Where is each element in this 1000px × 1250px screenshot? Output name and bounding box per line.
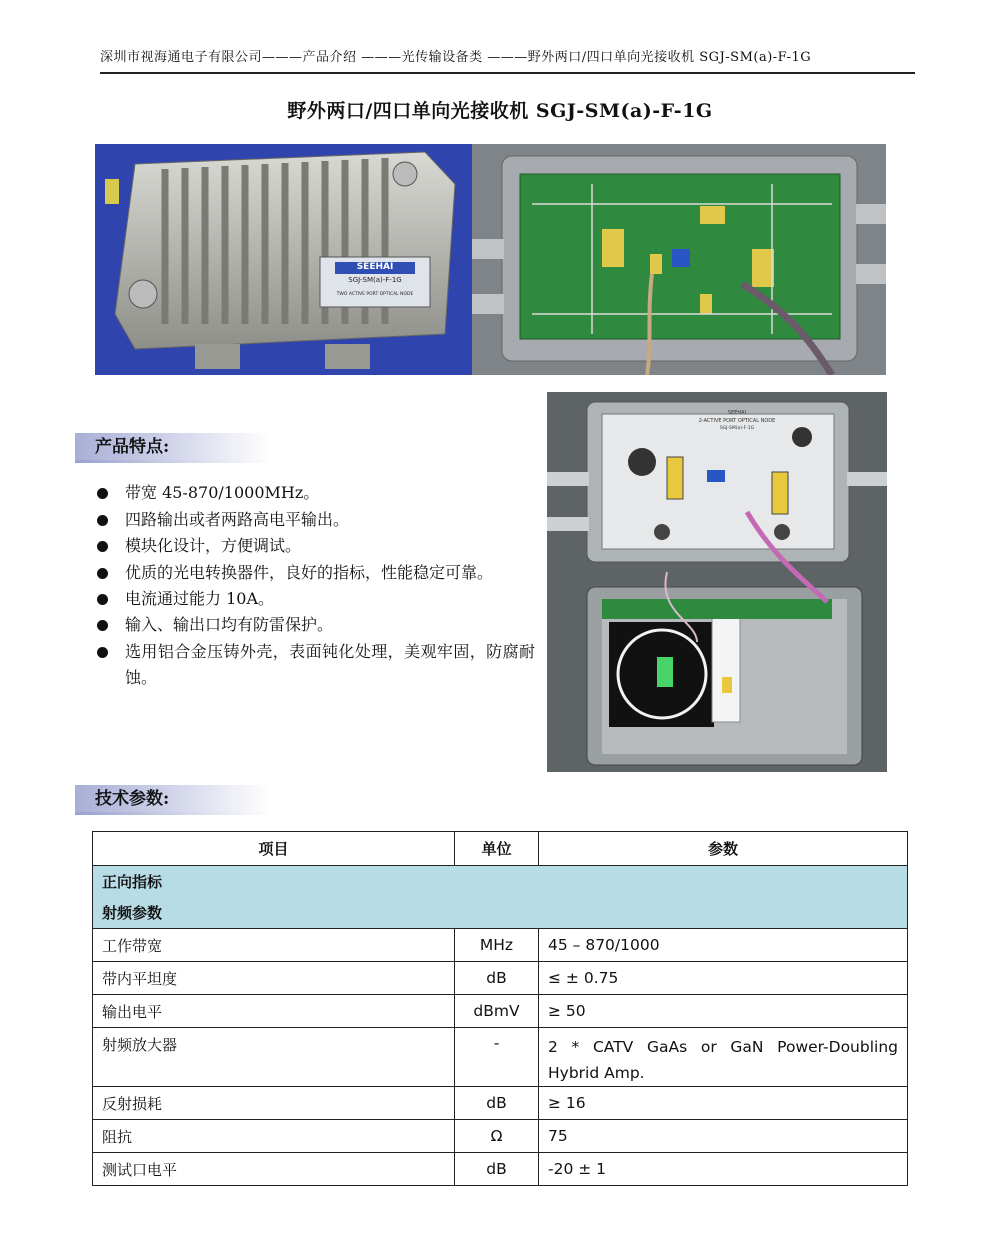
cell-item: 反射损耗 [93,1087,455,1120]
feature-text: 四路输出或者两路高电平输出。 [125,509,350,529]
node-illustration [547,392,887,772]
feature-text: 选用铝合金压铸外壳，表面钝化处理，美观牢固，防腐耐蚀。 [125,641,535,687]
table-row [93,1028,908,1087]
photo-lid-caption: 2-ACTIVE PORT OPTICAL NODE [698,418,776,424]
table-row [93,995,908,1028]
bullet-icon [97,541,108,552]
enclosure-illustration [95,144,472,375]
bullet-icon [97,647,108,658]
feature-text: 优质的光电转换器件，良好的指标，性能稳定可靠。 [125,562,494,582]
table-row [93,1120,908,1153]
cell-value: 45 – 870/1000 [539,929,908,962]
feature-text: 带宽 45-870/1000MHz。 [125,483,320,502]
product-photo-open-node [547,392,887,772]
group-row [93,897,908,929]
cell-value: 75 [539,1120,908,1153]
spec-table [92,831,908,1186]
cell-unit: dB [455,1153,539,1186]
specs-heading: 技术参数: [75,785,270,815]
feature-item [95,533,535,560]
bullet-icon [97,594,108,605]
photo-model-label: SGJ-SM(a)-F-1G [348,276,402,284]
page-header-breadcrumb: 深圳市视海通电子有限公司———产品介绍 ———光传输设备类 ———野外两口/四口单向光接收机 SGJ-SM(a)-F-1G [100,46,915,74]
product-photo-closed [95,144,472,375]
cell-item: 射频放大器 [93,1028,455,1087]
photo-brand-label: SEEHAI [356,262,394,272]
bullet-icon [97,620,108,631]
bullet-icon [97,488,108,499]
cell-item: 工作带宽 [93,929,455,962]
feature-item [95,639,535,691]
bullet-icon [97,515,108,526]
column-header-value: 参数 [539,832,908,866]
pcb-illustration [472,144,886,375]
cell-item: 输出电平 [93,995,455,1028]
cell-item: 阻抗 [93,1120,455,1153]
table-row [93,929,908,962]
feature-text: 模块化设计，方便调试。 [125,536,302,555]
photo-lid-model: SGJ-SM(a)-F-1G [719,426,755,431]
feature-text: 输入、输出口均有防雷保护。 [125,615,334,634]
table-header-row [93,832,908,866]
cell-value: ≥ 50 [539,995,908,1028]
features-heading: 产品特点: [75,433,270,463]
column-header-unit: 单位 [455,832,539,866]
table-row [93,962,908,995]
cell-unit: - [455,1028,539,1087]
group-label: 正向指标 [93,866,908,898]
cell-value: -20 ± 1 [539,1153,908,1186]
cell-item: 带内平坦度 [93,962,455,995]
feature-item [95,480,535,507]
cell-item: 测试口电平 [93,1153,455,1186]
cell-unit: MHz [455,929,539,962]
photo-caption-label: TWO ACTIVE PORT OPTICAL NODE [336,292,414,297]
cell-unit: Ω [455,1120,539,1153]
cell-value: ≤ ± 0.75 [539,962,908,995]
column-header-item: 项目 [93,832,455,866]
cell-unit: dBmV [455,995,539,1028]
feature-item [95,612,535,639]
bullet-icon [97,568,108,579]
cell-value: 2 * CATV GaAs or GaN Power-Doubling Hybrid Amp. [539,1028,908,1087]
table-row [93,1153,908,1186]
feature-item [95,586,535,613]
cell-unit: dB [455,1087,539,1120]
page-title: 野外两口/四口单向光接收机 SGJ-SM(a)-F-1G [287,100,713,122]
product-photo-open-pcb [472,144,886,375]
cell-value: ≥ 16 [539,1087,908,1120]
features-list [95,480,535,691]
feature-text: 电流通过能力 10A。 [125,588,275,608]
feature-item [95,507,535,534]
table-row [93,1087,908,1120]
photo-lid-brand: SEEHAI [727,410,747,416]
feature-item [95,560,535,586]
group-row [93,866,908,898]
group-label: 射频参数 [93,897,908,929]
cell-unit: dB [455,962,539,995]
